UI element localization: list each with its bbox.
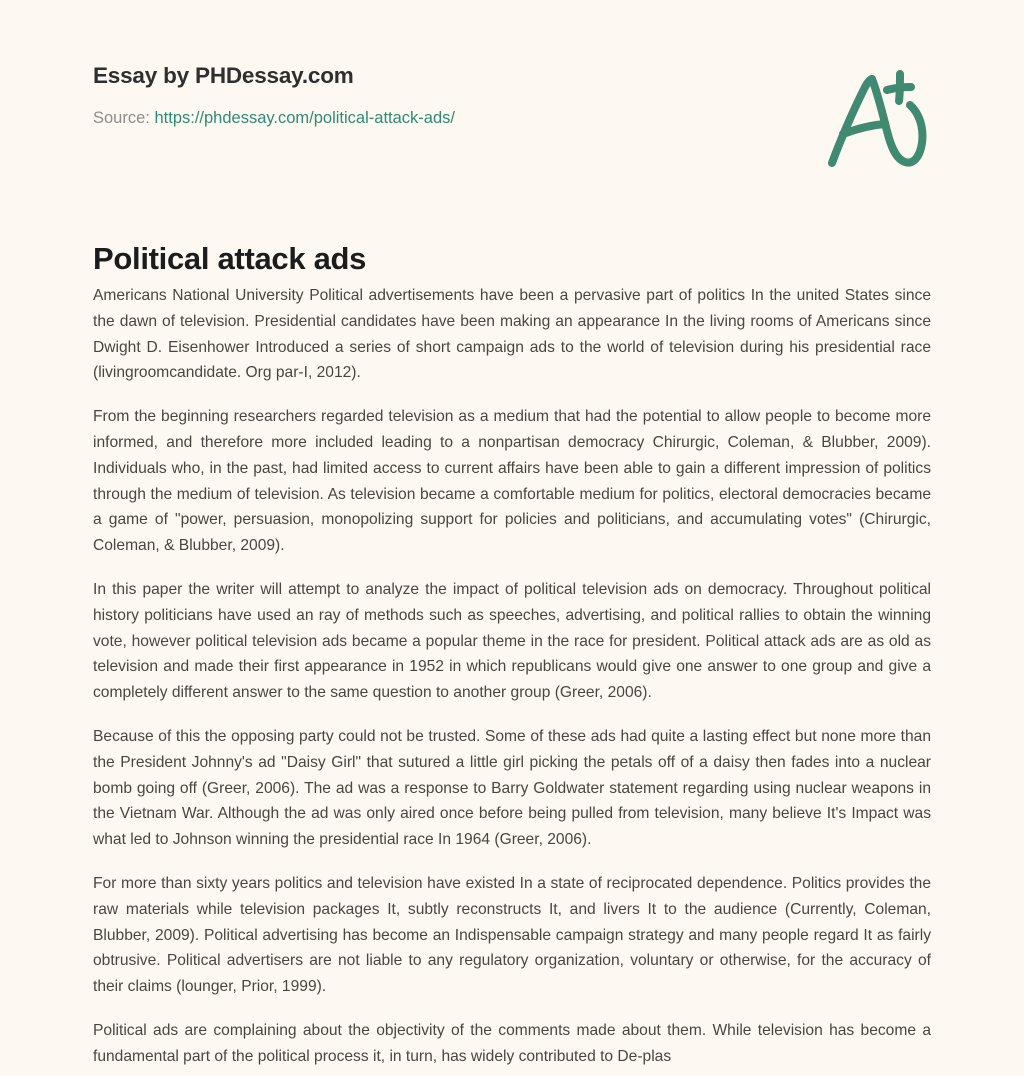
source-url-link[interactable]: https://phdessay.com/political-attack-ads/ bbox=[154, 109, 455, 127]
page-title: Political attack ads bbox=[93, 240, 367, 276]
a-plus-logo-icon bbox=[812, 55, 932, 175]
paragraph: Because of this the opposing party could not be trusted. Some of these ads had quite a lasting effect but none more than the President Johnny's ad "Daisy Girl" that sutured a little girl picking the petals off of a daisy then fades into a nuclear bomb going off (Greer, 2006). The ad was a response to Barry Goldwater statement regarding using nuclear weapons in the Vietnam War. Although the ad was only aired once before being pulled from television, many believe It's Impact was what led to Johnson winning the presidential race In 1964 (Greer, 2006). bbox=[93, 727, 931, 849]
source-label: Source: bbox=[93, 109, 150, 127]
paragraph: For more than sixty years politics and television have existed In a state of reciprocated dependence. Politics provides the raw materials while television packages It, subtly reconstructs It, and livers It to the audience (Currently, Coleman, Blubber, 2009). Political advertising has become an Indispensable campaign strategy and many people regard It as fairly obtrusive. Political advertisers are not liable to any regulatory organization, voluntary or otherwise, for the accuracy of their claims (lounger, Prior, 1999). bbox=[93, 874, 931, 996]
paragraph: Political ads are complaining about the objectivity of the comments made about them. While television has become a fundamental part of the political process it, in turn, has widely contributed to De-plas bbox=[93, 1021, 931, 1065]
paragraph: From the beginning researchers regarded television as a medium that had the potential to allow people to become more informed, and therefore more included leading to a nonpartisan democracy Chirurgic, Coleman, & Blubber, 2009). Individuals who, in the past, had limited access to current affairs have been able to gain a different impression of politics through the medium of television. As television became a comfortable medium for politics, electoral democracies became a game of "power, persuasion, monopolizing support for policies and politicians, and accumulating votes" (Chirurgic, Coleman, & Blubber, 2009). bbox=[93, 408, 931, 555]
paragraph: Americans National University Political advertisements have been a pervasive part of politics In the united States since the dawn of television. Presidential candidates have been making an appearance In the living rooms of Americans since Dwight D. Eisenhower Introduced a series of short campaign ads to the world of television during his presidential race (livingroomcandidate. Org par-I, 2012). bbox=[93, 287, 931, 382]
paragraph: In this paper the writer will attempt to analyze the impact of political television ads on democracy. Throughout political history politicians have used an ray of methods such as speeches, advertising, and political rallies to obtain the winning vote, however political television ads became a popular theme in the race for president. Political attack ads are as old as television and made their first appearance in 1952 in which republicans would give one answer to one group and give a completely different answer to the same question to another group (Greer, 2006). bbox=[93, 580, 931, 702]
article-body bbox=[93, 283, 931, 1070]
brand-title: Essay by PHDessay.com bbox=[93, 63, 354, 88]
